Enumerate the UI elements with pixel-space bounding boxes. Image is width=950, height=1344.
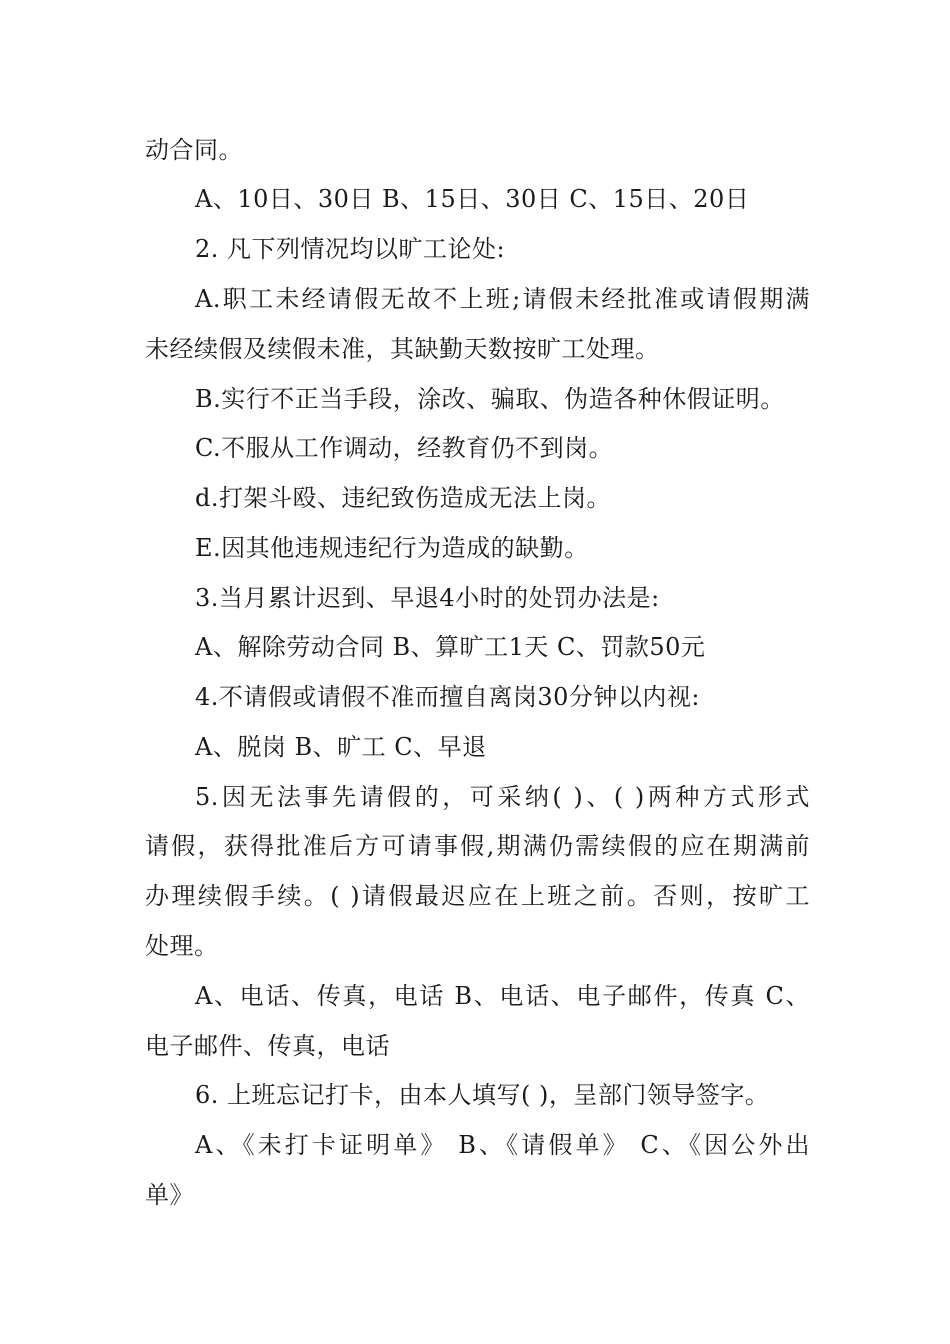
text-line: 处理。 [145, 932, 219, 960]
text-line: B.实行不正当手段，涂改、骗取、伪造各种休假证明。 [195, 385, 785, 413]
text-line: 请假，获得批准后方可请事假,期满仍需续假的应在期满前 [145, 832, 810, 860]
text-line: 单》 [145, 1181, 194, 1209]
text-line: A、电话、传真，电话 B、电话、电子邮件，传真 C、 [195, 982, 810, 1010]
text-line: C.不服从工作调动，经教育仍不到岗。 [195, 434, 614, 462]
question-heading: 6. 上班忘记打卡，由本人填写( )，呈部门领导签字。 [195, 1081, 770, 1109]
text-line: A、脱岗 B、旷工 C、早退 [195, 733, 487, 761]
text-line: 未经续假及续假未准，其缺勤天数按旷工处理。 [145, 335, 660, 363]
text-line: d.打架斗殴、违纪致伤造成无法上岗。 [195, 484, 611, 512]
question-heading: 4.不请假或请假不准而擅自离岗30分钟以内视: [195, 683, 701, 711]
text-line: A、10日、30日 B、15日、30日 C、15日、20日 [195, 185, 750, 213]
text-line: 动合同。 [145, 136, 243, 164]
text-line: A.职工未经请假无故不上班;请假未经批准或请假期满 [195, 285, 810, 313]
text-line: 电子邮件、传真，电话 [145, 1032, 390, 1060]
text-line: E.因其他违规违纪行为造成的缺勤。 [195, 534, 589, 562]
question-heading: 2. 凡下列情况均以旷工论处: [195, 235, 506, 263]
question-heading: 5.因无法事先请假的，可采纳( )、( )两种方式形式 [195, 783, 810, 811]
text-line: A、《未打卡证明单》 B、《请假单》 C、《因公外出 [195, 1131, 810, 1159]
text-line: 办理续假手续。( )请假最迟应在上班之前。否则，按旷工 [145, 882, 810, 910]
question-heading: 3.当月累计迟到、早退4小时的处罚办法是: [195, 584, 660, 612]
text-line: A、解除劳动合同 B、算旷工1天 C、罚款50元 [195, 633, 706, 661]
